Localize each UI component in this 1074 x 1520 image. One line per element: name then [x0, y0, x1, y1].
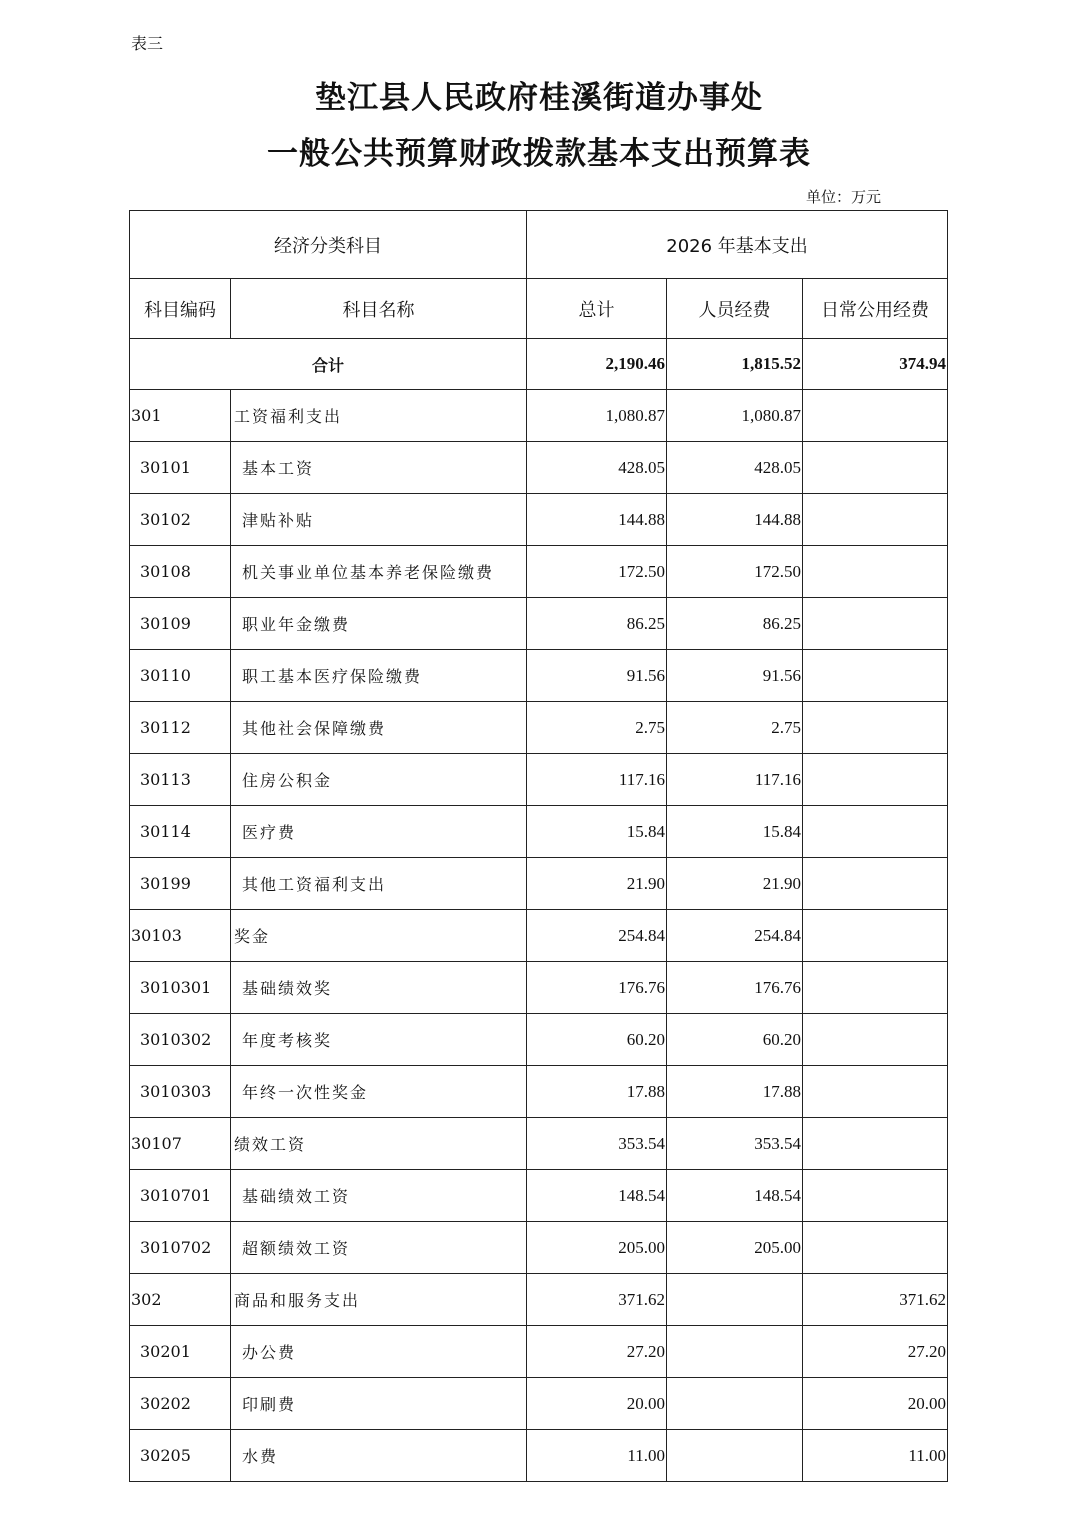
row-name: 医疗费: [231, 806, 527, 858]
row-public: [803, 1014, 948, 1066]
row-code: 3010302: [130, 1014, 231, 1066]
row-name: 基础绩效工资: [231, 1170, 527, 1222]
table-row: [130, 1430, 948, 1482]
row-total: 176.76: [527, 962, 667, 1014]
row-public: [803, 1222, 948, 1274]
row-name: 基本工资: [231, 442, 527, 494]
row-public: [803, 702, 948, 754]
row-public: [803, 390, 948, 442]
row-public: [803, 1170, 948, 1222]
row-total: 91.56: [527, 650, 667, 702]
table-row: [130, 1222, 948, 1274]
total-sum: 2,190.46: [527, 339, 667, 390]
row-name: 工资福利支出: [231, 390, 527, 442]
row-public: [803, 494, 948, 546]
table-row: [130, 598, 948, 650]
row-name: 职业年金缴费: [231, 598, 527, 650]
row-personnel: 86.25: [667, 598, 803, 650]
row-personnel: 15.84: [667, 806, 803, 858]
row-total: 1,080.87: [527, 390, 667, 442]
row-public: [803, 442, 948, 494]
row-personnel: 254.84: [667, 910, 803, 962]
row-personnel: 91.56: [667, 650, 803, 702]
row-total: 371.62: [527, 1274, 667, 1326]
row-personnel: 176.76: [667, 962, 803, 1014]
header-code: 科目编码: [130, 279, 231, 339]
row-public: [803, 546, 948, 598]
total-personnel: 1,815.52: [667, 339, 803, 390]
row-public: [803, 598, 948, 650]
row-public: [803, 910, 948, 962]
header-public: 日常公用经费: [803, 279, 948, 339]
row-total: 428.05: [527, 442, 667, 494]
row-name: 津贴补贴: [231, 494, 527, 546]
row-name: 奖金: [231, 910, 527, 962]
row-personnel: 428.05: [667, 442, 803, 494]
header-personnel: 人员经费: [667, 279, 803, 339]
row-public: 371.62: [803, 1274, 948, 1326]
row-code: 30201: [130, 1326, 231, 1378]
row-total: 254.84: [527, 910, 667, 962]
row-public: 11.00: [803, 1430, 948, 1482]
row-personnel: 17.88: [667, 1066, 803, 1118]
table-row: [130, 390, 948, 442]
row-code: 3010301: [130, 962, 231, 1014]
row-name: 其他工资福利支出: [231, 858, 527, 910]
table-row: [130, 1118, 948, 1170]
row-name: 其他社会保障缴费: [231, 702, 527, 754]
row-code: 30114: [130, 806, 231, 858]
row-total: 11.00: [527, 1430, 667, 1482]
row-personnel: 353.54: [667, 1118, 803, 1170]
table-row: [130, 546, 948, 598]
row-code: 30205: [130, 1430, 231, 1482]
row-name: 商品和服务支出: [231, 1274, 527, 1326]
row-total: 172.50: [527, 546, 667, 598]
row-total: 117.16: [527, 754, 667, 806]
header-budget-year: 2026 年基本支出: [527, 211, 948, 279]
row-name: 印刷费: [231, 1378, 527, 1430]
row-total: 86.25: [527, 598, 667, 650]
row-public: [803, 1066, 948, 1118]
row-personnel: 172.50: [667, 546, 803, 598]
row-name: 超额绩效工资: [231, 1222, 527, 1274]
header-row-1: [130, 211, 948, 279]
table-row: [130, 910, 948, 962]
row-public: [803, 754, 948, 806]
row-total: 15.84: [527, 806, 667, 858]
row-code: 30103: [130, 910, 231, 962]
row-name: 职工基本医疗保险缴费: [231, 650, 527, 702]
row-personnel: [667, 1430, 803, 1482]
page-title-line2: 一般公共预算财政拨款基本支出预算表: [267, 136, 811, 172]
table-row: [130, 494, 948, 546]
table-row: [130, 1066, 948, 1118]
total-label: 合计: [130, 339, 527, 390]
row-personnel: [667, 1326, 803, 1378]
row-personnel: 21.90: [667, 858, 803, 910]
header-name: 科目名称: [231, 279, 527, 339]
table-label: 表三: [131, 34, 164, 53]
row-name: 年度考核奖: [231, 1014, 527, 1066]
row-total: 27.20: [527, 1326, 667, 1378]
row-code: 302: [130, 1274, 231, 1326]
row-code: 30110: [130, 650, 231, 702]
row-personnel: 117.16: [667, 754, 803, 806]
table-row: [130, 1014, 948, 1066]
row-name: 水费: [231, 1430, 527, 1482]
row-code: 30109: [130, 598, 231, 650]
table-row: [130, 806, 948, 858]
row-public: [803, 1118, 948, 1170]
table-row: [130, 754, 948, 806]
row-public: [803, 650, 948, 702]
table-row: [130, 1378, 948, 1430]
row-code: 3010701: [130, 1170, 231, 1222]
row-total: 20.00: [527, 1378, 667, 1430]
row-public: [803, 962, 948, 1014]
row-name: 住房公积金: [231, 754, 527, 806]
row-total: 353.54: [527, 1118, 667, 1170]
row-public: [803, 858, 948, 910]
row-total: 2.75: [527, 702, 667, 754]
row-total: 60.20: [527, 1014, 667, 1066]
table-row: [130, 1170, 948, 1222]
row-total: 21.90: [527, 858, 667, 910]
total-public: 374.94: [803, 339, 948, 390]
header-row-2: [130, 279, 948, 339]
header-econ-class: 经济分类科目: [130, 211, 527, 279]
row-personnel: 144.88: [667, 494, 803, 546]
row-code: 30112: [130, 702, 231, 754]
row-code: 30107: [130, 1118, 231, 1170]
row-total: 148.54: [527, 1170, 667, 1222]
table-row: [130, 650, 948, 702]
row-personnel: 60.20: [667, 1014, 803, 1066]
header-total: 总计: [527, 279, 667, 339]
table-row: [130, 1326, 948, 1378]
row-code: 30108: [130, 546, 231, 598]
row-code: 30101: [130, 442, 231, 494]
table-row: [130, 962, 948, 1014]
row-name: 办公费: [231, 1326, 527, 1378]
unit-label: 单位：万元: [806, 188, 882, 206]
page-title-line1: 垫江县人民政府桂溪街道办事处: [315, 80, 763, 116]
row-personnel: 2.75: [667, 702, 803, 754]
table-row: [130, 1274, 948, 1326]
row-code: 30102: [130, 494, 231, 546]
row-code: 30199: [130, 858, 231, 910]
row-name: 基础绩效奖: [231, 962, 527, 1014]
row-personnel: 148.54: [667, 1170, 803, 1222]
row-code: 30202: [130, 1378, 231, 1430]
row-code: 301: [130, 390, 231, 442]
row-total: 144.88: [527, 494, 667, 546]
table-row: [130, 702, 948, 754]
row-code: 3010303: [130, 1066, 231, 1118]
table-row: [130, 442, 948, 494]
budget-table: [129, 210, 948, 1482]
row-public: 20.00: [803, 1378, 948, 1430]
row-public: [803, 806, 948, 858]
row-total: 205.00: [527, 1222, 667, 1274]
row-name: 年终一次性奖金: [231, 1066, 527, 1118]
row-personnel: 1,080.87: [667, 390, 803, 442]
row-name: 绩效工资: [231, 1118, 527, 1170]
row-public: 27.20: [803, 1326, 948, 1378]
total-row: [130, 339, 948, 390]
row-personnel: [667, 1274, 803, 1326]
row-personnel: 205.00: [667, 1222, 803, 1274]
row-code: 30113: [130, 754, 231, 806]
row-code: 3010702: [130, 1222, 231, 1274]
row-name: 机关事业单位基本养老保险缴费: [231, 546, 527, 598]
row-total: 17.88: [527, 1066, 667, 1118]
row-personnel: [667, 1378, 803, 1430]
table-row: [130, 858, 948, 910]
